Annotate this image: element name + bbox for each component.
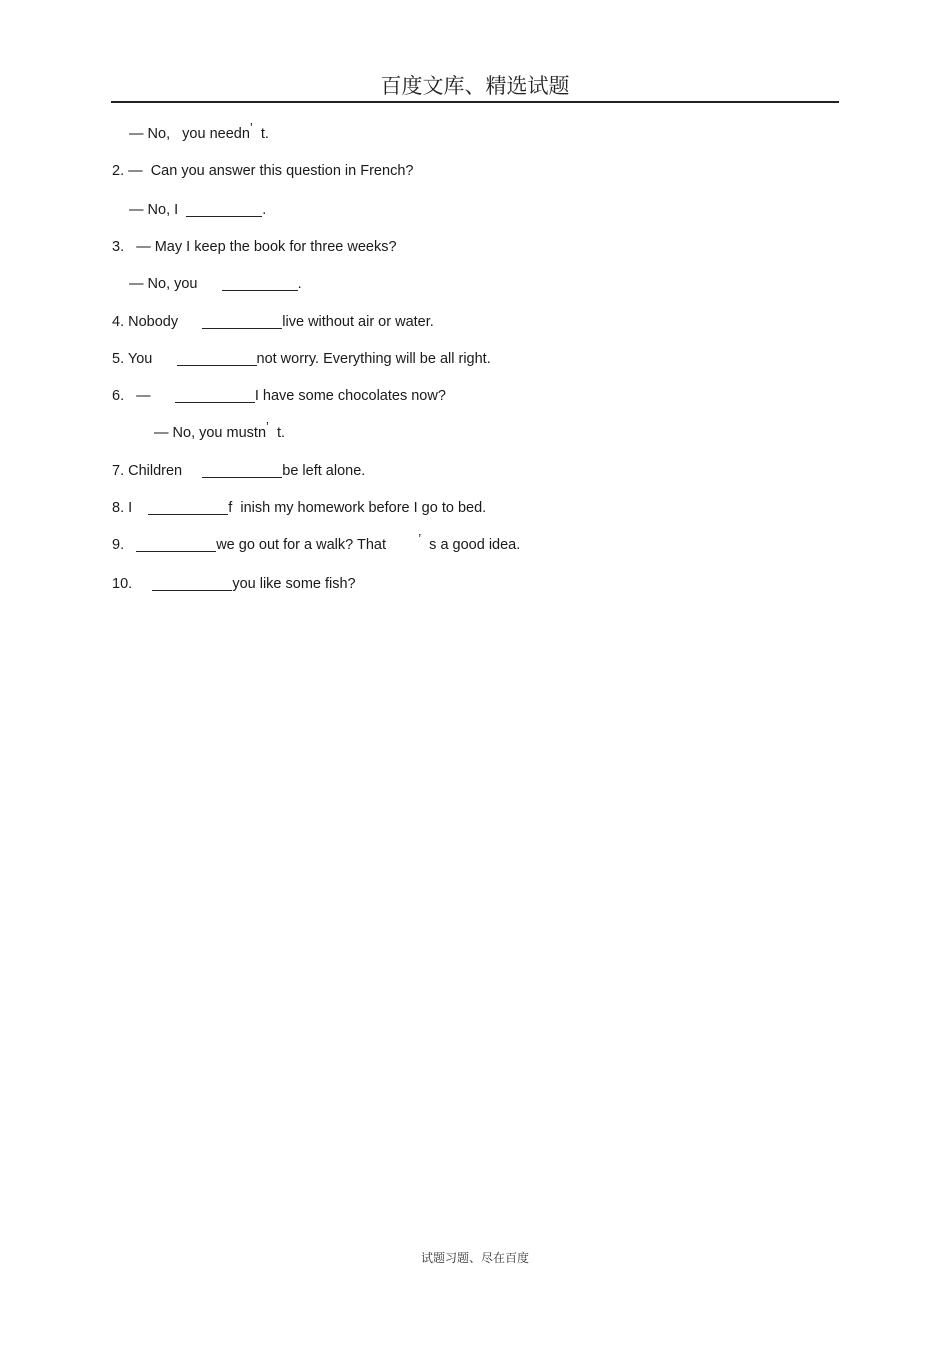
q7-text: 7. Children	[112, 463, 203, 479]
q3-text: — May I keep the book for three weeks?	[136, 239, 397, 255]
q10-number: 10.	[112, 576, 153, 592]
q3-answer-suffix: .	[297, 276, 302, 292]
q3-answer-text: — No, you	[129, 276, 222, 292]
q4-suffix: live without air or water.	[282, 314, 434, 330]
q2-answer-line	[129, 201, 266, 219]
q10-line	[112, 575, 356, 593]
q8-suffix: f inish my homework before I go to bed.	[228, 500, 487, 516]
q4-line	[112, 313, 434, 331]
q1-answer-apostrophe: ’	[249, 120, 253, 135]
header-divider	[111, 101, 839, 103]
q6-answer-line	[154, 419, 286, 442]
q6-answer-suffix: t.	[268, 425, 286, 441]
q4-blank[interactable]	[202, 314, 282, 329]
page-footer: 试题习题、尽在百度	[420, 1251, 529, 1265]
q5-suffix: not worry. Everything will be all right.	[256, 351, 491, 367]
q9-apostrophe: ’	[418, 531, 422, 546]
q7-line	[112, 462, 365, 480]
q5-line	[112, 350, 491, 368]
q8-line	[112, 499, 486, 517]
q6-line	[112, 387, 446, 405]
q1-answer-text: — No, you needn	[129, 126, 250, 142]
q8-text: 8. I	[112, 500, 149, 516]
q2-answer-text: — No, I	[129, 202, 187, 218]
page-header-title: 百度文库、精选试题	[380, 74, 570, 98]
q9-line	[112, 531, 521, 554]
q6-suffix: I have some chocolates now?	[254, 388, 446, 404]
q9-suffix: s a good idea.	[421, 537, 521, 553]
q5-text: 5. You	[112, 351, 177, 367]
q4-text: 4. Nobody	[112, 314, 203, 330]
q3-number: 3.	[112, 239, 137, 255]
q6-answer-apostrophe: ’	[266, 419, 269, 434]
q6-text: 6. —	[112, 388, 175, 404]
q3-line	[112, 238, 397, 256]
q7-suffix: be left alone.	[282, 463, 366, 479]
q2-answer-blank[interactable]	[186, 202, 262, 217]
q3-answer-blank[interactable]	[222, 276, 298, 291]
q2-line	[112, 162, 413, 180]
q8-blank[interactable]	[148, 500, 228, 515]
q7-blank[interactable]	[202, 463, 282, 478]
q10-suffix: you like some fish?	[232, 576, 356, 592]
q6-blank[interactable]	[175, 388, 255, 403]
q3-answer-line	[129, 275, 302, 293]
q2-text: Can you answer this question in French?	[150, 163, 414, 179]
q2-number: 2. —	[112, 163, 151, 179]
q9-blank[interactable]	[136, 537, 216, 552]
q5-blank[interactable]	[177, 351, 257, 366]
q6-answer-text: — No, you mustn	[154, 425, 267, 441]
q1-answer-line	[129, 120, 269, 143]
q9-number: 9.	[112, 537, 137, 553]
q1-answer-suffix: t.	[252, 126, 269, 142]
q9-text: we go out for a walk? That	[216, 537, 419, 553]
q2-answer-suffix: .	[262, 202, 267, 218]
q10-blank[interactable]	[152, 576, 232, 591]
